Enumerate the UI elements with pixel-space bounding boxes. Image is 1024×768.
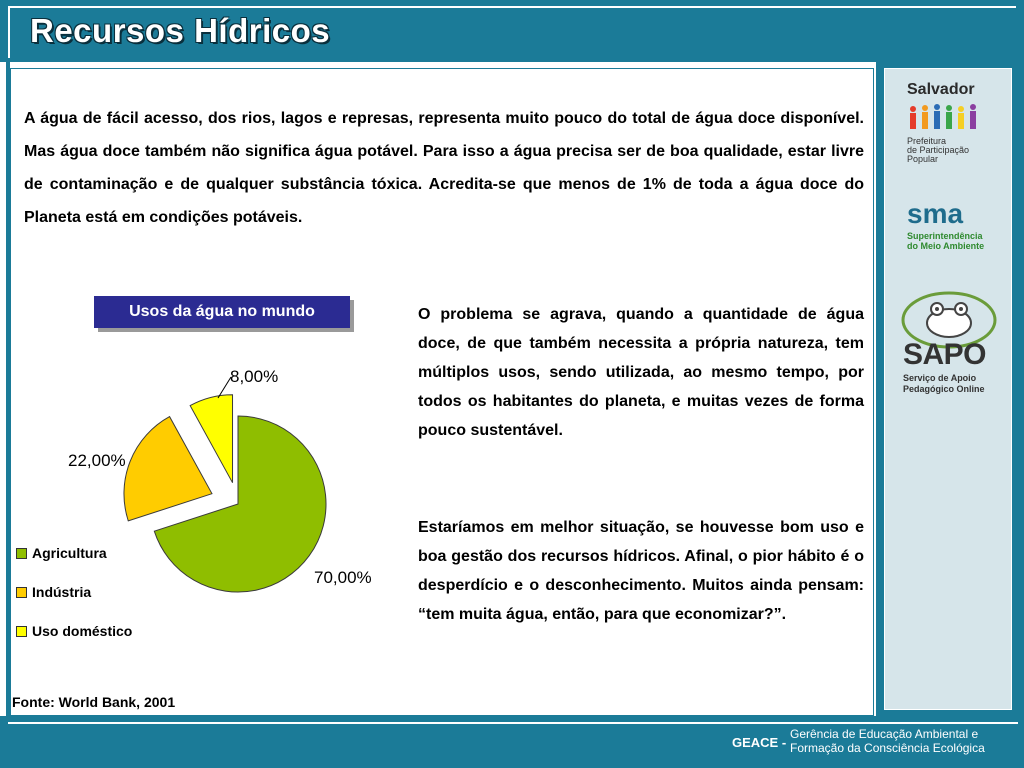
legend-item-uso-domestico xyxy=(16,622,132,640)
footer-divider xyxy=(8,722,1018,724)
footer-line2: Formação da Consciência Ecológica xyxy=(790,741,985,755)
people-icon xyxy=(907,103,987,135)
salvador-line3: Popular xyxy=(907,154,939,164)
pie-label-industria: 22,00% xyxy=(68,451,126,470)
sma-logo-name: sma xyxy=(907,198,964,229)
paragraph-problem: O problema se agrava, quando a quantidade de água doce, de que também necessita a própria natureza, tem múltiplos usos, sendo utilizada, ao mesmo tempo, por todos os habitantes do planeta, e muitas vezes de forma pouco sustentável. xyxy=(418,306,864,439)
page-title: Recursos Hídricos xyxy=(30,12,331,49)
footer-description xyxy=(790,727,985,755)
sma-logo-subtitle xyxy=(907,231,984,251)
chart-source: Fonte: World Bank, 2001 xyxy=(12,694,176,710)
pie-chart xyxy=(0,0,420,716)
legend-item-industria xyxy=(16,583,91,601)
legend-swatch-industria xyxy=(16,587,27,598)
footer-line1: Gerência de Educação Ambiental e xyxy=(790,727,979,741)
pie-label-uso-domestico: 8,00% xyxy=(230,367,279,386)
salvador-logo-name: Salvador xyxy=(907,81,975,98)
legend-swatch-uso-domestico xyxy=(16,626,27,637)
footer-org: GEACE - xyxy=(732,735,787,750)
legend-label-uso-domestico: Uso doméstico xyxy=(32,623,133,639)
sapo-line2: Pedagógico Online xyxy=(903,384,985,394)
legend-label-industria: Indústria xyxy=(32,584,92,600)
pie-slice-industria xyxy=(124,417,212,521)
sma-line2: do Meio Ambiente xyxy=(907,241,985,251)
sapo-line1: Serviço de Apoio xyxy=(903,373,977,383)
salvador-line1: Prefeitura xyxy=(907,136,947,146)
pie-label-agricultura: 70,00% xyxy=(314,568,372,587)
legend-swatch-agricultura xyxy=(16,548,27,559)
salvador-logo-subtitle xyxy=(907,137,969,164)
paragraph-solution: Estaríamos em melhor situação, se houvesse bom uso e boa gestão dos recursos hídricos. Afinal, o pior hábito é o desperdício e o desconhecimento. Muitos ainda pensam: “tem muita água, então, para que economizar?”. xyxy=(418,519,864,623)
legend-item-agricultura xyxy=(16,544,107,562)
intro-paragraph: A água de fácil acesso, dos rios, lagos e represas, representa muito pouco do total de água doce disponível. Mas água doce também não significa água potável. Para isso a água precisa ser de boa qualidade, estar livre de contaminação e de qualquer substância tóxica. Acredita-se que menos de 1% de toda a água doce do Planeta está em condições potáveis. xyxy=(24,110,864,226)
sapo-logo-name: SAPO xyxy=(903,338,987,371)
sapo-logo-subtitle xyxy=(903,373,985,395)
salvador-line2: de Participação xyxy=(907,145,970,155)
sma-line1: Superintendência xyxy=(907,231,983,241)
sidebar-logos xyxy=(884,68,1012,710)
chart-title: Usos da água no mundo xyxy=(94,296,350,328)
legend-label-agricultura: Agricultura xyxy=(32,545,107,561)
